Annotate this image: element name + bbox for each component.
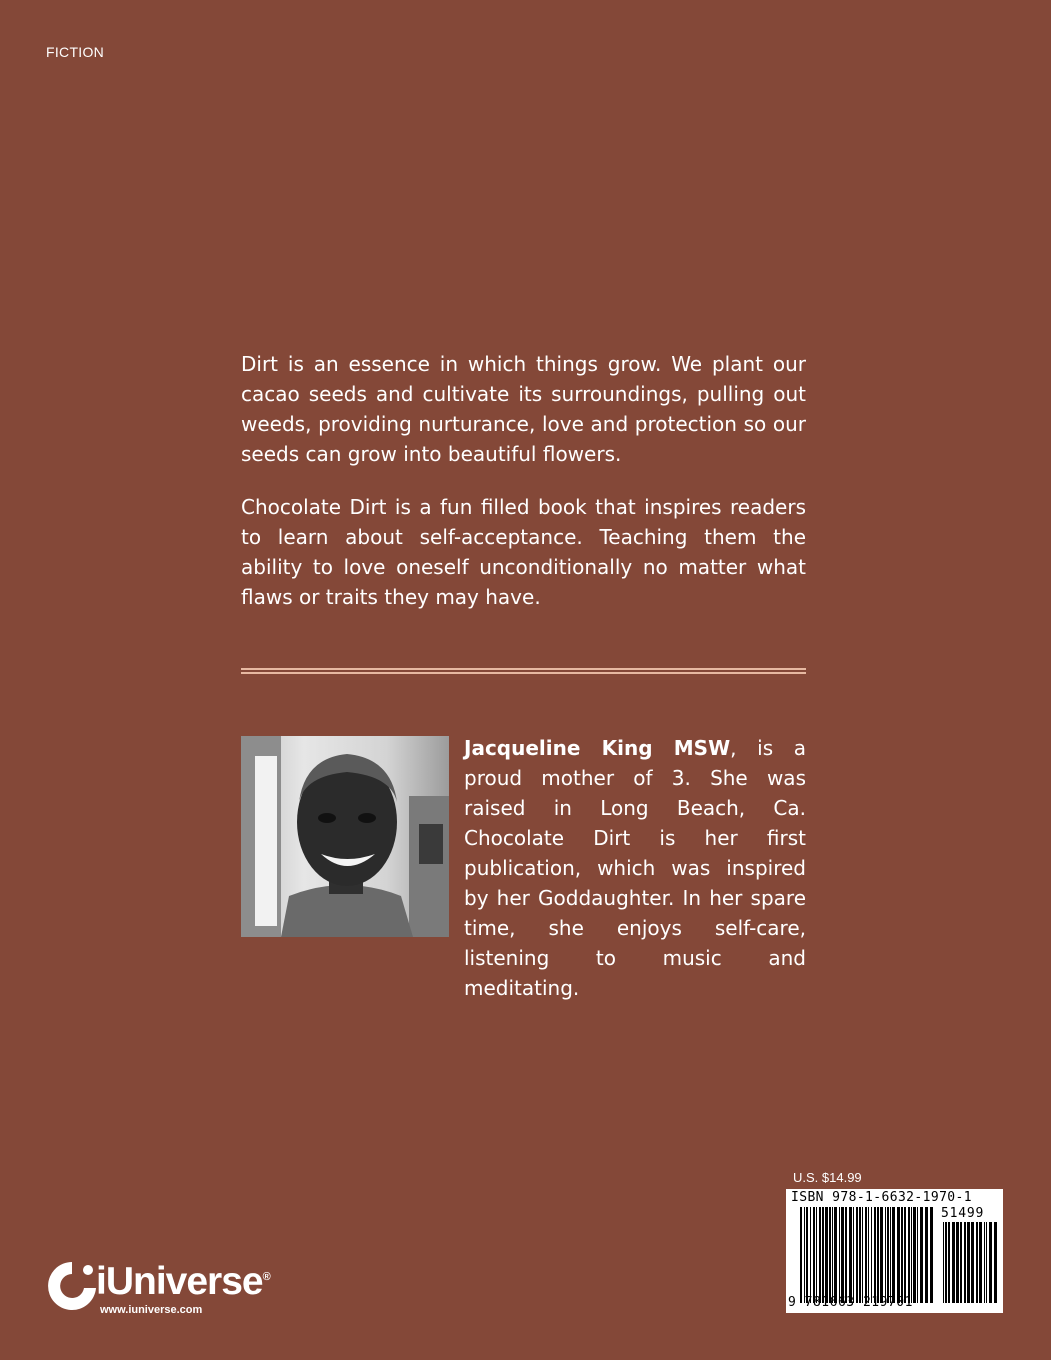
author-photo [241,736,449,937]
description-paragraph-2: Chocolate Dirt is a fun filled book that inspires readers to learn about self-acceptance. Teaching them the ability to love oneself unconditionally no matter what flaws or traits they may have. [241,495,806,609]
author-bio [464,733,806,1003]
publisher-url: www.iuniverse.com [100,1304,203,1316]
description-paragraph-1: Dirt is an essence in which things grow. We plant our cacao seeds and cultivate its surroundings, pulling out weeds, providing nurturance, love and protection so our seeds can grow into beautiful flowers. [241,352,806,466]
publisher-name: iUniverse® [96,1260,270,1303]
author-name: Jacqueline King MSW [464,736,731,760]
isbn-barcode [786,1189,1003,1313]
price-label: U.S. $14.99 [793,1170,862,1185]
author-portrait-icon [241,736,449,937]
ean-number: 9 781663 219701 [788,1295,913,1310]
book-description [241,349,806,635]
genre-label: FICTION [46,44,105,60]
iuniverse-swirl-icon [44,1258,100,1314]
author-bio-text: , is a proud mother of 3. She was raised in Long Beach, Ca. Chocolate Dirt is her first publication, which was inspired by her Goddaughter. In her spare time, she enjoys self-care, listening to music and meditating. [464,736,806,1000]
barcode-addon-number: 51499 [941,1206,985,1221]
publisher-logo [44,1258,304,1322]
double-rule-divider [241,668,806,674]
isbn-number: ISBN 978-1-6632-1970-1 [791,1190,972,1205]
